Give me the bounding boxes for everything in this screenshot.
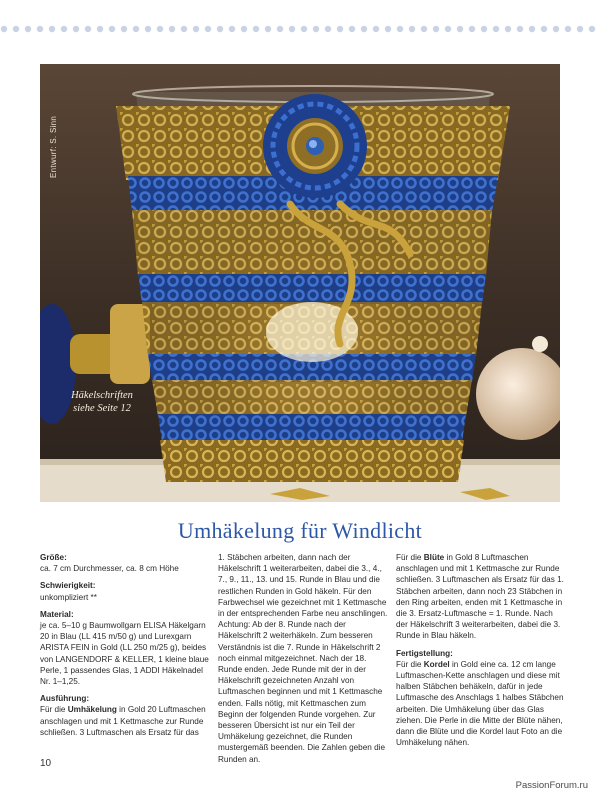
- watermark: PassionForum.ru: [515, 780, 588, 791]
- column-2: [218, 552, 390, 771]
- photo-note-line2: siehe Seite 12: [73, 403, 131, 414]
- instructions-heading: Ausführung:: [40, 694, 90, 704]
- finishing-text-c: in Gold eine ca. 12 cm lange Luftmaschen-Kette anschlagen und diese mit halben Stäbchen behäkeln, dafür in jede Luftmasche des Anschlags 1 halbes Stäbchen arbeiten. Die Umhäkelung über das Glas ziehen. Die Perle in die Mitte der Blüte nähen, dann die Blüte und die Kordel laut Foto an die Umhäkelung nähen.: [396, 659, 564, 748]
- page-title: Umhäkelung für Windlicht: [177, 518, 423, 543]
- design-credit: [49, 116, 58, 178]
- finishing-text-a: Für die: [396, 659, 424, 669]
- material-text: je ca. 5–10 g Baumwollgarn ELISA Häkelgarn 20 in Blau (LL 415 m/50 g) und Lurexgarn ARISTA FEIN in Gold (LL 250 m/25 g), beides von LANGENDORF & KELLER, 1 kleine blaue Perle, 1 passendes Glas, 1 ADDI Häkelnadel Nr. 1–1,25.: [40, 621, 209, 687]
- finishing-heading: Fertigstellung:: [396, 648, 453, 658]
- dotted-border: [0, 22, 600, 36]
- material-heading: Material:: [40, 609, 74, 619]
- flower-text-a: Für die: [396, 553, 424, 562]
- instructions-text-b: Umhäkelung: [67, 705, 117, 715]
- credit-text: Entwurf: S. Sinn: [49, 115, 58, 178]
- column-2-text: 1. Stäbchen arbeiten, dann nach der Häkelschrift 1 weiterarbeiten, dabei die 3., 4., 7., 9., 11., 13. und 15. Runde in Blau und die restlichen Runden in Gold häkeln. Für den Farbwechsel wie gezeichnet mit 1 Kettmasche in der entsprechenden Farbe neu anschlingen. Achtung: Ab der 8. Runde nach der Häkelschrift 2 weiterhäkeln. Zum besseren Verständnis ist die 7. Runde in Häkelschrift 2 noch einmal mitgezeichnet. Nach der 18. Runde enden. Jede Runde mit der in der Häkelschrift gezeichneten Anzahl von Luftmaschen beginnen und mit 1 Kettmasche enden. Falls nötig, mit Kettmaschen zum Beginn der folgenden Runde vorgehen. Zur besseren Übersicht ist nur ein Teil der Umhäkelung gezeichnet, die Runden mustergemäß beenden. Die Zahlen geben die Runden an.: [218, 553, 388, 764]
- crochet-chart-reference: [62, 389, 142, 415]
- photo-note-line1: Häkelschriften: [71, 390, 133, 401]
- column-1: [40, 552, 212, 744]
- flower-text-b: Blüte: [423, 553, 445, 562]
- page-number: 10: [40, 758, 52, 769]
- finishing-text-b: Kordel: [423, 659, 450, 669]
- size-text: ca. 7 cm Durchmesser, ca. 8 cm Höhe: [40, 564, 179, 574]
- difficulty-heading: Schwierigkeit:: [40, 581, 96, 591]
- photo-crochet-candle-holder: [40, 64, 560, 502]
- instructions-text-a: Für die: [40, 705, 68, 715]
- instructions-text-c: in Gold 20 Luftmaschen anschlagen und mit 1 Kettmasche zur Runde schließen. 3 Luftmaschen als Ersatz für das: [40, 705, 206, 737]
- flower-text-c: in Gold 8 Luftmaschen anschlagen und mit 1 Kettmasche zur Runde schließen. 3 Luftmaschen als Ersatz für das 1. Stäbchen arbeiten, dann noch 23 Stäbchen in den Ring arbeiten, enden mit 1 Kettmasche in die 3. Ersatz-Luftmasche = 1. Runde. Nach der Häkelschrift 3 weiterarbeiten, dabei die 3. Runde in Blau häkeln.: [396, 553, 564, 641]
- difficulty-text: unkompliziert **: [40, 592, 97, 602]
- column-3: [396, 552, 564, 754]
- size-heading: Größe:: [40, 553, 67, 562]
